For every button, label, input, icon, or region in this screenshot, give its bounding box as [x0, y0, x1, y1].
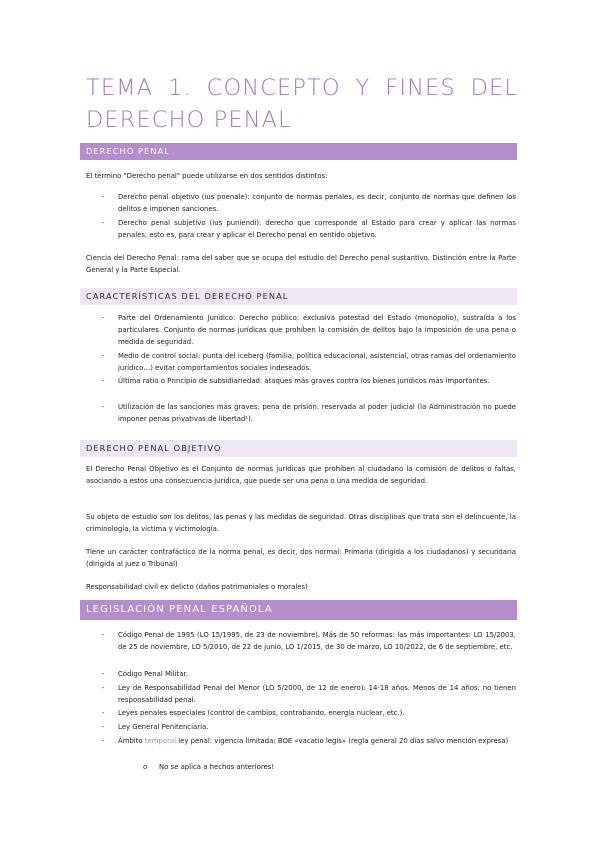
list-item: - Parte del Ordenamiento Jurídico: Derecho público: exclusiva potestad del Estado (monopolio), sustraída a los particulares. Conjunto de normas jurídicas que prohíben la comisión de delitos bajo la imposición de una pena o medida de seguridad. — [102, 314, 516, 346]
objetivo-paragraph-1: El Derecho Penal Objetivo es el Conjunto de normas jurídicas que prohíben al ciudadano la comisión de delitos o faltas, asociando a estos una consecuencia jurídica, que puede ser una pena o una medida de seguridad. — [86, 465, 516, 485]
dash-bullet: - — [102, 219, 105, 227]
section-heading-derecho-penal: DERECHO PENAL — [80, 143, 517, 160]
page-title — [86, 72, 518, 136]
list-item: - Ley General Penitenciaria. — [102, 723, 209, 731]
section-heading-caracteristicas: CARACTERÍSTICAS DEL DERECHO PENAL — [80, 288, 517, 305]
dash-bullet: - — [102, 403, 105, 411]
section-heading-objetivo: DERECHO PENAL OBJETIVO — [80, 440, 517, 457]
list-item: - Código Penal Militar. — [102, 670, 188, 678]
list-item: - Última ratio o Principio de subsidiariedad: ataques más graves contra los bienes jurídicos más importantes. — [102, 377, 490, 385]
objetivo-paragraph-3: Tiene un carácter contrafáctico de la norma penal, es decir, dos normal: Primaria (dirigida a los ciudadanos) y secundaria (dirigida al juez o Tribunal) — [86, 548, 516, 568]
dash-bullet: - — [102, 737, 105, 745]
title-line-1: TEMA 1. CONCEPTO Y FINES DEL — [86, 75, 518, 101]
list-item — [104, 735, 516, 747]
dash-bullet: - — [102, 631, 105, 639]
list-item: - Código Penal de 1995 (LO 15/1995, de 23 de noviembre). Más de 50 reformas: las más importantes: LO 15/2003, de 25 de noviembre, LO 5/2010, de 22 de junio, LO 1/2015, de 30 de marzo, LO 10/2022, de 6 de septiembre, etc. — [102, 631, 516, 651]
list-item: - Leyes penales especiales (control de cambios, contrabando, energía nuclear, etc.). — [102, 709, 405, 717]
list-item: - Ley de Responsabilidad Penal del Menor (LO 5/2000, de 12 de enero): 14-18 años. Menos de 14 años: no tienen responsabilidad penal. — [102, 684, 516, 704]
ambito-item: Ámbito temporal ley penal: vigencia limitada: BOE «vacatio legis» (regla general 20 días salvo mención expresa) — [118, 737, 509, 745]
dash-bullet: - — [102, 314, 105, 322]
dash-bullet: - — [102, 352, 105, 360]
dash-bullet: - — [102, 684, 105, 692]
dash-bullet: - — [102, 723, 105, 731]
sub-list-item: o No se aplica a hechos anteriores! — [143, 763, 275, 771]
sub-bullet: o — [143, 763, 148, 771]
section-heading-legislacion: LEGISLACIÓN PENAL ESPAÑOLA — [80, 600, 517, 620]
list-item: - Derecho penal objetivo (ius poenale): conjunto de normas penales, es decir, conjunto de normas que definen los delitos e imponen sanciones. — [102, 193, 516, 213]
objetivo-paragraph-2: Su objeto de estudio son los delitos, las penas y las medidas de seguridad. Otras disciplinas que trata son el delincuente, la criminología, la víctima y victimología. — [86, 513, 516, 533]
list-item: - Utilización de las sanciones más graves: pena de prisión: reservada al poder judicial (la Administración no puede imponer penas privativas de libertad¹). — [102, 403, 516, 423]
title-line-2: DERECHO PENAL — [86, 107, 292, 133]
derecho-penal-intro: El término "Derecho penal" puede utilizarse en dos sentidos distintos: — [86, 172, 328, 180]
accent-word: temporal — [144, 737, 177, 745]
dash-bullet: - — [102, 670, 105, 678]
dash-bullet: - — [102, 709, 105, 717]
dash-bullet: - — [102, 193, 105, 201]
list-item: - Derecho penal subjetivo (ius puniendi): derecho que corresponde al Estado para crear y aplicar las normas penales, esto es, para crear y aplicar el Derecho penal en sentido objetivo. — [102, 219, 516, 239]
derecho-penal-closing: Ciencia del Derecho Penal: rama del saber que se ocupa del estudio del Derecho penal sustantivo. Distinción entre la Parte General y la Parte Especial. — [86, 254, 516, 274]
dash-bullet: - — [102, 377, 105, 385]
objetivo-paragraph-4: Responsabilidad civil ex delicto (daños patrimoniales o morales) — [86, 583, 308, 591]
list-item: - Medio de control social: punta del iceberg (familia, política educacional, asistencial, otras ramas del ordenamiento jurídico…) evitar comportamientos sociales indeseados. — [102, 352, 516, 372]
